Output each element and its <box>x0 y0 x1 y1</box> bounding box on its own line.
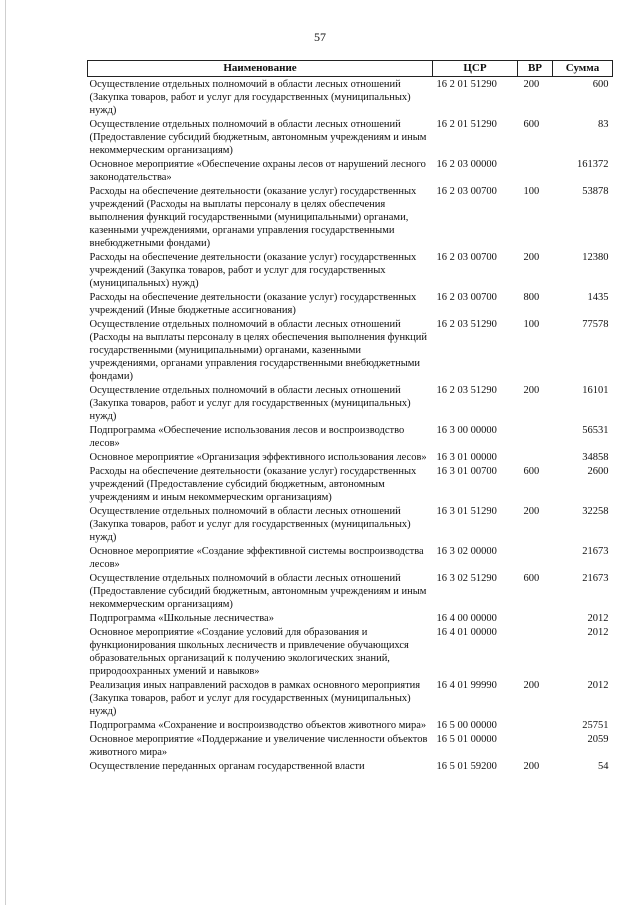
cell-sum: 21673 <box>582 573 609 584</box>
cell-vr <box>518 450 553 464</box>
table-row <box>88 383 613 423</box>
cell-name: Основное мероприятие «Поддержание и увеличение численности объектов животного мира» <box>89 734 428 758</box>
cell-sum: 12380 <box>582 252 609 263</box>
cell-vr <box>518 732 553 759</box>
cell-sum: 56531 <box>582 425 609 436</box>
table-row <box>88 423 613 450</box>
cell-csr: 16 4 00 00000 <box>436 613 497 624</box>
cell-name: Расходы на обеспечение деятельности (оказание услуг) государственных учреждений (Предоставление субсидий бюджетным, автономным учреждениям и иным некоммерческим организациям) <box>89 466 417 503</box>
cell-name: Основное мероприятие «Организация эффективного использования лесов» <box>89 452 427 463</box>
cell-csr: 16 2 03 00000 <box>436 159 497 170</box>
cell-sum: 53878 <box>582 186 609 197</box>
cell-csr: 16 5 00 00000 <box>436 720 497 731</box>
cell-name: Расходы на обеспечение деятельности (оказание услуг) государственных учреждений (Иные бюджетные ассигнования) <box>89 292 417 316</box>
cell-vr <box>518 625 553 678</box>
header-csr: ЦСР <box>433 61 518 77</box>
table-row <box>88 184 613 250</box>
cell-csr: 16 2 01 51290 <box>436 119 497 130</box>
cell-vr: 200 <box>523 761 540 772</box>
scan-edge-line <box>5 0 6 905</box>
cell-vr <box>518 157 553 184</box>
table-row <box>88 464 613 504</box>
cell-vr: 100 <box>523 186 540 197</box>
cell-vr <box>518 544 553 571</box>
cell-sum: 2600 <box>587 466 609 477</box>
table-row <box>88 250 613 290</box>
table-header-row <box>88 61 613 77</box>
budget-table <box>87 60 613 773</box>
cell-csr: 16 2 03 00700 <box>436 252 497 263</box>
cell-csr: 16 2 03 00700 <box>436 186 497 197</box>
header-sum: Сумма <box>553 61 613 77</box>
cell-name: Подпрограмма «Обеспечение использования лесов и воспроизводство лесов» <box>89 425 405 449</box>
table-row <box>88 611 613 625</box>
table-row <box>88 450 613 464</box>
cell-sum: 1435 <box>587 292 609 303</box>
cell-sum: 2012 <box>587 627 609 638</box>
cell-name: Осуществление отдельных полномочий в области лесных отношений (Закупка товаров, работ и услуг для государственных (муниципальных) нужд) <box>89 79 411 116</box>
table-row <box>88 732 613 759</box>
cell-vr: 200 <box>523 252 540 263</box>
table-row <box>88 718 613 732</box>
cell-csr: 16 2 03 51290 <box>436 385 497 396</box>
cell-vr: 200 <box>523 79 540 90</box>
cell-vr <box>518 611 553 625</box>
cell-sum: 21673 <box>582 546 609 557</box>
cell-name: Подпрограмма «Школьные лесничества» <box>89 613 274 624</box>
cell-sum: 2059 <box>587 734 609 745</box>
cell-vr: 600 <box>523 573 540 584</box>
cell-vr: 200 <box>523 506 540 517</box>
cell-csr: 16 3 00 00000 <box>436 425 497 436</box>
cell-sum: 54 <box>598 761 609 772</box>
cell-sum: 25751 <box>582 720 609 731</box>
cell-sum: 32258 <box>582 506 609 517</box>
table-row <box>88 77 613 118</box>
cell-csr: 16 3 02 51290 <box>436 573 497 584</box>
table-row <box>88 544 613 571</box>
cell-sum: 2012 <box>587 680 609 691</box>
cell-csr: 16 4 01 00000 <box>436 627 497 638</box>
header-name: Наименование <box>88 61 433 77</box>
cell-sum: 600 <box>592 79 609 90</box>
cell-sum: 34858 <box>582 452 609 463</box>
cell-name: Подпрограмма «Сохранение и воспроизводство объектов животного мира» <box>89 720 427 731</box>
cell-csr: 16 3 01 00700 <box>436 466 497 477</box>
cell-vr: 200 <box>523 680 540 691</box>
cell-vr <box>518 423 553 450</box>
cell-csr: 16 5 01 59200 <box>436 761 497 772</box>
cell-csr: 16 4 01 99990 <box>436 680 497 691</box>
table-row <box>88 117 613 157</box>
cell-vr: 600 <box>523 119 540 130</box>
cell-vr: 600 <box>523 466 540 477</box>
cell-name: Основное мероприятие «Создание эффективной системы воспроизводства лесов» <box>89 546 424 570</box>
cell-sum: 2012 <box>587 613 609 624</box>
cell-name: Реализация иных направлений расходов в рамках основного мероприятия (Закупка товаров, работ и услуг для государственных (муниципальных) нужд) <box>89 680 421 717</box>
table-row <box>88 157 613 184</box>
cell-name: Осуществление отдельных полномочий в области лесных отношений (Предоставление субсидий бюджетным, автономным учреждениям и иным некоммерческим организациям) <box>89 573 427 610</box>
table-row <box>88 625 613 678</box>
cell-csr: 16 2 03 51290 <box>436 319 497 330</box>
table-row <box>88 317 613 383</box>
cell-csr: 16 2 03 00700 <box>436 292 497 303</box>
cell-name: Расходы на обеспечение деятельности (оказание услуг) государственных учреждений (Закупка товаров, работ и услуг для государственных (муниципальных) нужд) <box>89 252 417 289</box>
cell-csr: 16 3 01 51290 <box>436 506 497 517</box>
cell-name: Осуществление отдельных полномочий в области лесных отношений (Расходы на выплаты персоналу в целях обеспечения выполнения функций государственными (муниципальными) органами, казенными учреждениями, органами управления государственными внебюджетными фондами) <box>89 319 428 382</box>
cell-sum: 161372 <box>577 159 609 170</box>
table-row <box>88 759 613 773</box>
cell-name: Осуществление отдельных полномочий в области лесных отношений (Закупка товаров, работ и услуг для государственных (муниципальных) нужд) <box>89 385 411 422</box>
cell-name: Осуществление переданных органам государственной власти <box>89 761 365 772</box>
table-row <box>88 504 613 544</box>
cell-sum: 16101 <box>582 385 609 396</box>
table-row <box>88 678 613 718</box>
cell-csr: 16 5 01 00000 <box>436 734 497 745</box>
header-vr: ВР <box>518 61 553 77</box>
cell-sum: 77578 <box>582 319 609 330</box>
cell-name: Основное мероприятие «Обеспечение охраны лесов от нарушений лесного законодательства» <box>89 159 426 183</box>
cell-name: Основное мероприятие «Создание условий для образования и функционирования школьных лесничеств и привлечение обучающихся образовательных организаций к получению экологических знаний, природоохранных умений и навыков» <box>89 627 409 677</box>
cell-sum: 83 <box>598 119 609 130</box>
cell-name: Осуществление отдельных полномочий в области лесных отношений (Закупка товаров, работ и услуг для государственных (муниципальных) нужд) <box>89 506 411 543</box>
cell-vr: 100 <box>523 319 540 330</box>
cell-name: Осуществление отдельных полномочий в области лесных отношений (Предоставление субсидий бюджетным, автономным учреждениям и иным некоммерческим организациям) <box>89 119 427 156</box>
cell-csr: 16 2 01 51290 <box>436 79 497 90</box>
cell-csr: 16 3 02 00000 <box>436 546 497 557</box>
cell-name: Расходы на обеспечение деятельности (оказание услуг) государственных учреждений (Расходы на выплаты персоналу в целях обеспечения выполнения функций государственными (муниципальными) органами, казенными учреждениями, органами управления государственными внебюджетными фондами) <box>89 186 417 249</box>
cell-vr: 800 <box>523 292 540 303</box>
table-row <box>88 290 613 317</box>
table-row <box>88 571 613 611</box>
cell-csr: 16 3 01 00000 <box>436 452 497 463</box>
cell-vr <box>518 718 553 732</box>
page-number: 57 <box>314 30 326 44</box>
cell-vr: 200 <box>523 385 540 396</box>
